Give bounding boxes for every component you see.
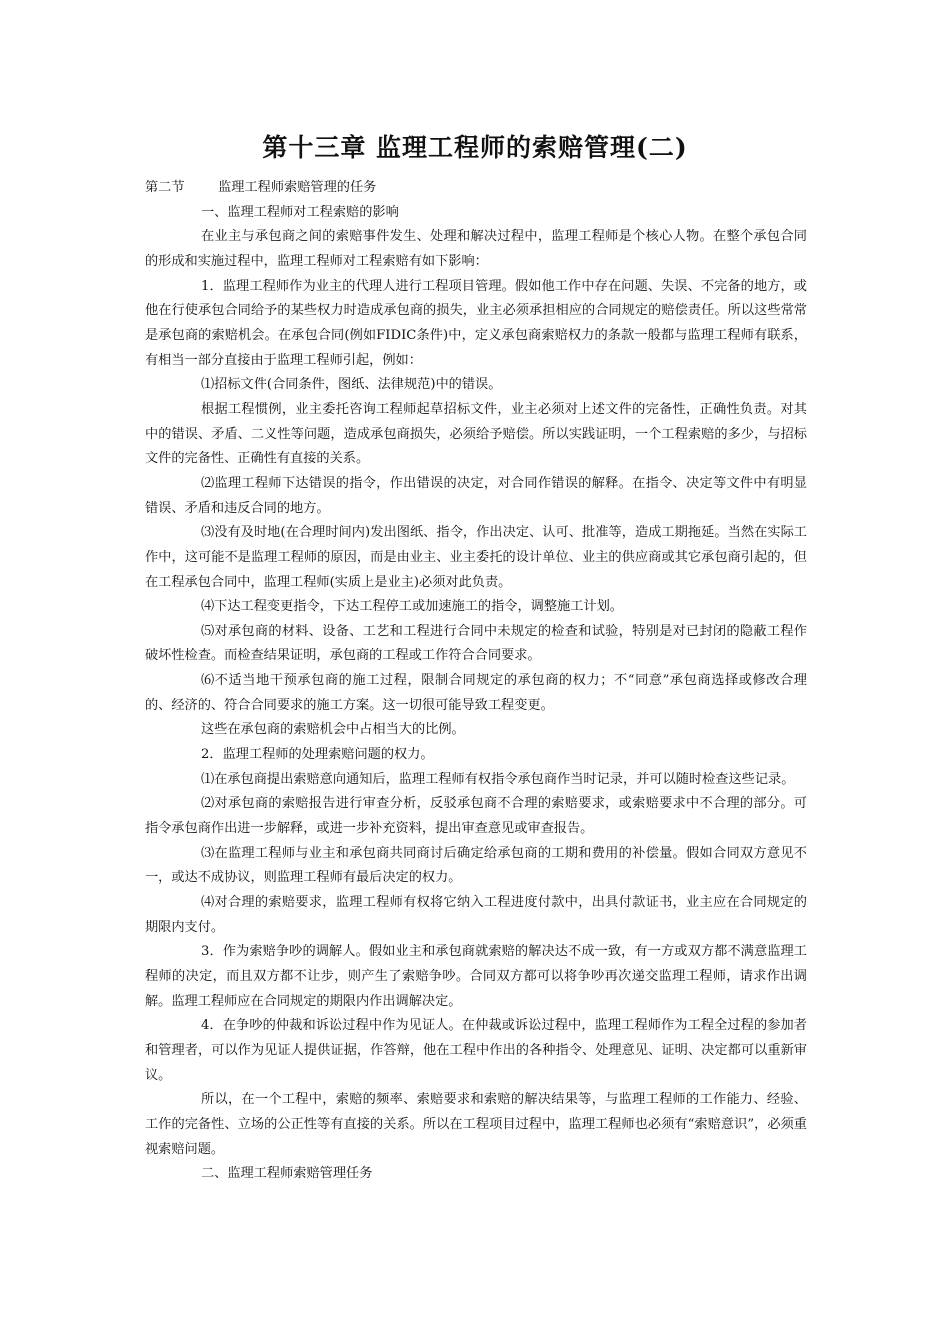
paragraph: 1．监理工程师作为业主的代理人进行工程项目管理。假如他工作中存在问题、失误、不完备的地方，或他在行使承包合同给予的某些权力时造成承包商的损失，业主必须承担相应的合同规定的赔偿责任。所以这些常常是承包商的索赔机会。在承包合同(例如FIDIC条件)中，定义承包商索赔权力的条款一般都与监理工程师有联系，有相当一部分直接由于监理工程师引起，例如： bbox=[145, 278, 807, 368]
paragraph: ⑶在监理工程师与业主和承包商共同商讨后确定给承包商的工期和费用的补偿量。假如合同双方意见不一，或达不成协议，则监理工程师有最后决定的权力。 bbox=[145, 845, 807, 886]
paragraph: ⑸对承包商的材料、设备、工艺和工程进行合同中未规定的检查和试验，特别是对已封闭的隐蔽工程作破坏性检查。而检查结果证明，承包商的工程或工作符合合同要求。 bbox=[145, 623, 807, 664]
paragraph: 根据工程惯例，业主委托咨询工程师起草招标文件，业主必须对上述文件的完备性，正确性负责。对其中的错误、矛盾、二义性等问题，造成承包商损失，必须给予赔偿。所以实践证明，一个工程索赔的多少，与招标文件的完备性、正确性有直接的关系。 bbox=[145, 401, 807, 467]
paragraph: ⑷对合理的索赔要求，监理工程师有权将它纳入工程进度付款中，出具付款证书，业主应在合同规定的期限内支付。 bbox=[145, 895, 807, 935]
section-heading: 第二节 监理工程师索赔管理的任务 bbox=[145, 180, 377, 195]
paragraph: ⑴招标文件(合同条件，图纸、法律规范)中的错误。 bbox=[201, 377, 502, 393]
paragraph: 这些在承包商的索赔机会中占相当大的比例。 bbox=[201, 722, 465, 738]
document-title: 第十三章 监理工程师的索赔管理(二) bbox=[262, 133, 688, 162]
paragraph: ⑷下达工程变更指令，下达工程停工或加速施工的指令，调整施工计划。 bbox=[201, 599, 623, 615]
paragraph: 在业主与承包商之间的索赔事件发生、处理和解决过程中，监理工程师是个核心人物。在整个承包合同的形成和实施过程中，监理工程师对工程索赔有如下影响： bbox=[145, 229, 807, 269]
paragraph: ⑴在承包商提出索赔意向通知后，监理工程师有权指令承包商作当时记录，并可以随时检查这些记录。 bbox=[201, 771, 795, 787]
paragraph: ⑵监理工程师下达错误的指令，作出错误的决定，对合同作错误的解释。在指令、决定等文件中有明显错误、矛盾和违反合同的地方。 bbox=[145, 475, 807, 516]
subheading-1: 一、监理工程师对工程索赔的影响 bbox=[201, 204, 399, 220]
paragraph: 4．在争吵的仲裁和诉讼过程中作为见证人。在仲裁或诉讼过程中，监理工程师作为工程全过程的参加者和管理者，可以作为见证人提供证据，作答辩，他在工程中作出的各种指令、处理意见、证明、决定都可以重新审议。 bbox=[145, 1018, 807, 1083]
subheading-2: 二、监理工程师索赔管理任务 bbox=[201, 1166, 373, 1182]
paragraph: ⑹不适当地干预承包商的施工过程，限制合同规定的承包商的权力；不“同意”承包商选择或修改合理的、经济的、符合合同要求的施工方案。这一切很可能导致工程变更。 bbox=[145, 673, 807, 713]
paragraph: 2．监理工程师的处理索赔问题的权力。 bbox=[201, 747, 434, 763]
paragraph: ⑶没有及时地(在合理时间内)发出图纸、指令，作出决定、认可、批准等，造成工期拖延。当然在实际工作中，这可能不是监理工程师的原因，而是由业主、业主委托的设计单位、业主的供应商或其它承包商引起的，但在工程承包合同中，监理工程师(实质上是业主)必须对此负责。 bbox=[145, 525, 807, 590]
paragraph: 3．作为索赔争吵的调解人。假如业主和承包商就索赔的解决达不成一致，有一方或双方都不满意监理工程师的决定，而且双方都不让步，则产生了索赔争吵。合同双方都可以将争吵再次递交监理工程师，请求作出调解。监理工程师应在合同规定的期限内作出调解决定。 bbox=[145, 944, 807, 1009]
paragraph: 所以，在一个工程中，索赔的频率、索赔要求和索赔的解决结果等，与监理工程师的工作能力、经验、工作的完备性、立场的公正性等有直接的关系。所以在工程项目过程中，监理工程师也必须有“索赔意识”，必须重视索赔问题。 bbox=[145, 1092, 807, 1157]
document-body bbox=[145, 176, 807, 1187]
paragraph: ⑵对承包商的索赔报告进行审查分析，反驳承包商不合理的索赔要求，或索赔要求中不合理的部分。可指令承包商作出进一步解释，或进一步补充资料，提出审查意见或审查报告。 bbox=[145, 796, 807, 837]
